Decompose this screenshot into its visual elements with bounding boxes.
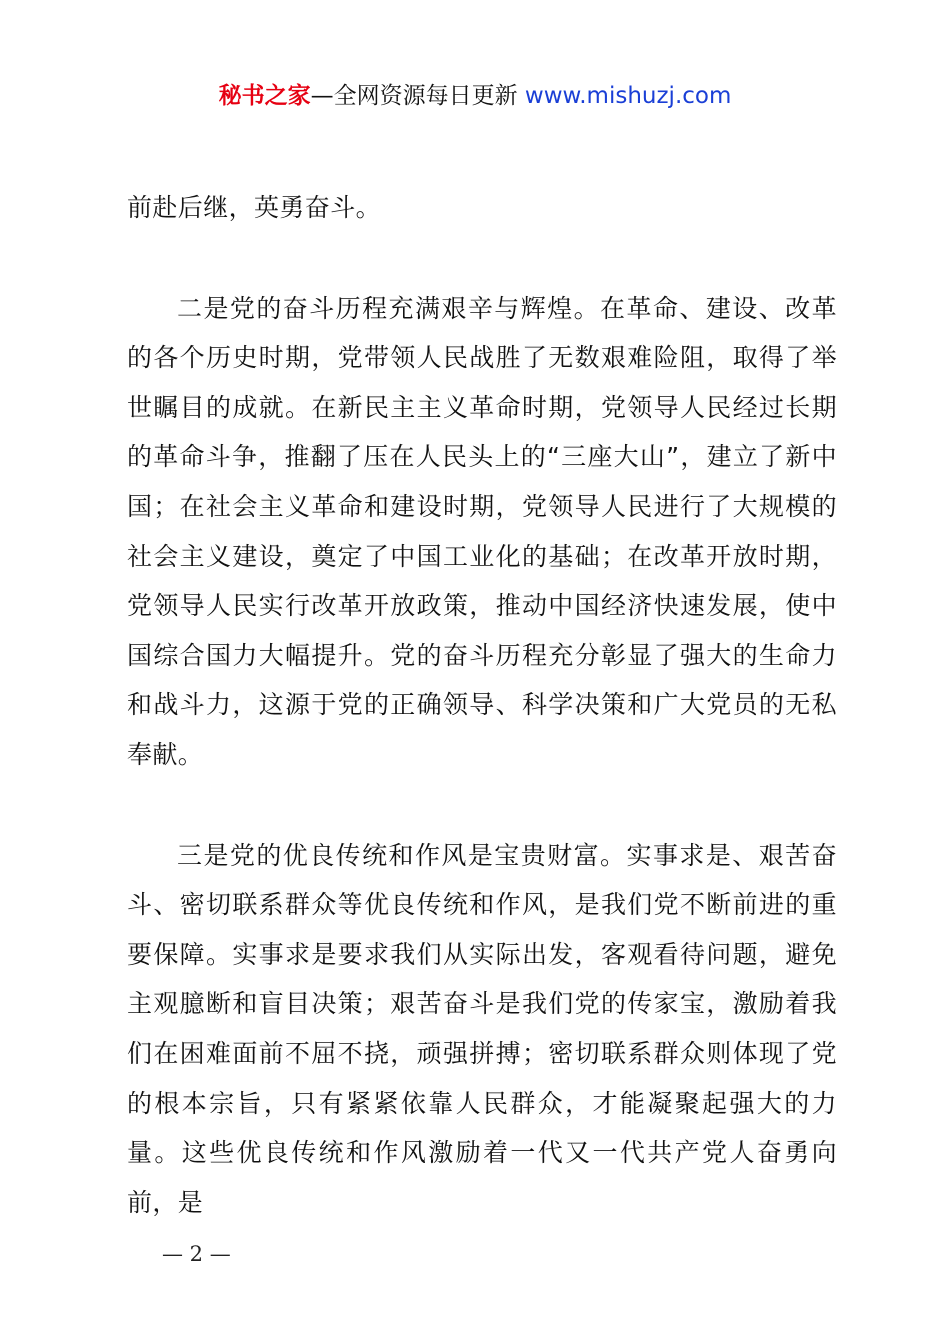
paragraph-struggle-history: 二是党的奋斗历程充满艰辛与辉煌。在革命、建设、改革的各个历史时期，党带领人民战胜了无数艰难险阻，取得了举世瞩目的成就。在新民主主义革命时期，党领导人民经过长期的革命斗争，推翻了压在人民头上的“三座大山”，建立了新中国；在社会主义革命和建设时期，党领导人民进行了大规模的社会主义建设，奠定了中国工业化的基础；在改革开放时期，党领导人民实行改革开放政策，推动中国经济快速发展，使中国综合国力大幅提升。党的奋斗历程充分彰显了强大的生命力和战斗力，这源于党的正确领导、科学决策和广大党员的无私奉献。 bbox=[127, 293, 837, 769]
paragraph-continued: 前赴后继，英勇奋斗。 bbox=[127, 193, 382, 222]
document-body bbox=[127, 183, 837, 1227]
page-number: — 2 — bbox=[162, 1242, 231, 1266]
site-banner bbox=[0, 80, 950, 112]
banner-tagline: —全网资源每日更新 bbox=[310, 83, 525, 109]
paragraph-fine-traditions: 三是党的优良传统和作风是宝贵财富。实事求是、艰苦奋斗、密切联系群众等优良传统和作风，是我们党不断前进的重要保障。实事求是要求我们从实际出发，客观看待问题，避免主观臆断和盲目决策；艰苦奋斗是我们党的传家宝，激励着我们在困难面前不屈不挠，顽强拼搏；密切联系群众则体现了党的根本宗旨，只有紧紧依靠人民群众，才能凝聚起强大的力量。这些优良传统和作风激励着一代又一代共产党人奋勇向前，是 bbox=[127, 840, 837, 1217]
site-url-link[interactable]: www.mishuzj.com bbox=[524, 83, 732, 109]
brand-name: 秘书之家 bbox=[218, 83, 311, 109]
